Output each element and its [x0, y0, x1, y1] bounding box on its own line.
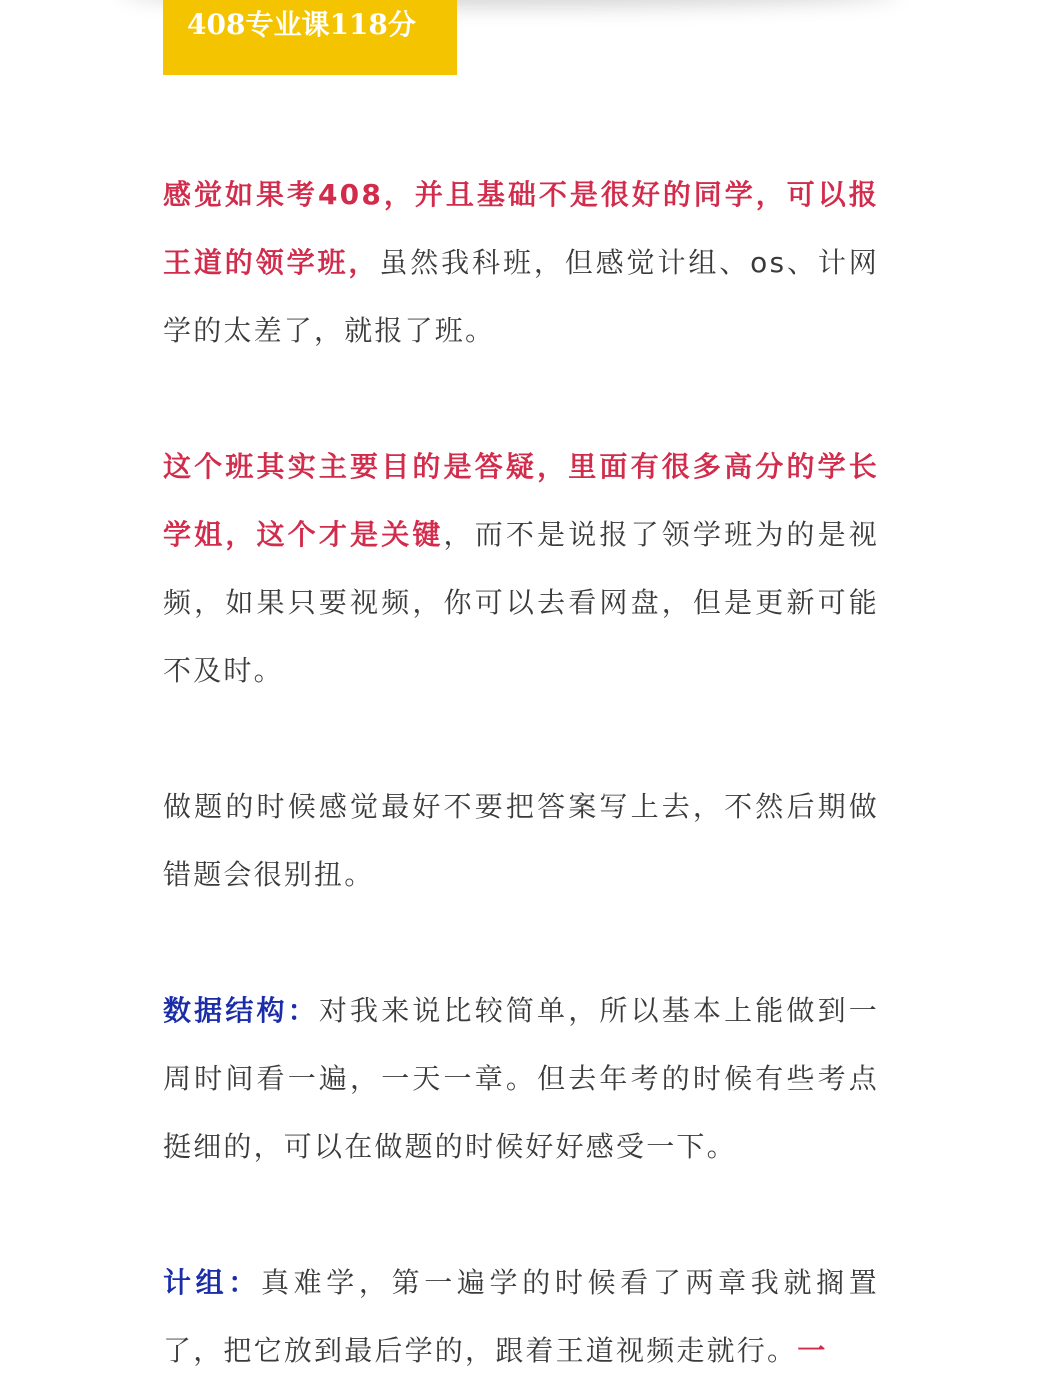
- body-text: 虽然我科班，但感觉计组、os、计网学的太差了，就报了班。: [163, 246, 879, 347]
- section-title: 408专业课118分: [187, 8, 416, 41]
- emphasis-text: 这个班其实主要目的是答疑，里面有很多高分的学长学姐，这个才是关键: [163, 450, 879, 551]
- subject-heading: 计组：: [163, 1266, 261, 1299]
- emphasis-text: 感觉如果考408，并且基础不是很好的同学，可以报王道的领学班，: [163, 178, 879, 279]
- paragraph-2: [163, 433, 879, 705]
- body-text: ，而不是说报了领学班为的是视频，如果只要视频，你可以去看网盘，但是更新可能不及时。: [163, 518, 879, 687]
- body-text: 真难学，第一遍学的时候看了两章我就搁置了，把它放到最后学的，跟着王道视频走就行。: [163, 1266, 879, 1367]
- body-text: 做题的时候感觉最好不要把答案写上去，不然后期做错题会很别扭。: [163, 790, 879, 891]
- emphasis-text: 一: [797, 1334, 828, 1367]
- body-text: 对我来说比较简单，所以基本上能做到一周时间看一遍，一天一章。但去年考的时候有些考点挺细的，可以在做题的时候好好感受一下。: [163, 994, 879, 1163]
- article-body: [163, 161, 879, 1385]
- subject-heading: 数据结构：: [163, 994, 319, 1027]
- paragraph-data-structures: [163, 977, 879, 1181]
- section-title-badge: [163, 0, 457, 75]
- paragraph-computer-organization: [163, 1249, 879, 1385]
- paragraph-3: [163, 773, 879, 909]
- paragraph-1: [163, 161, 879, 365]
